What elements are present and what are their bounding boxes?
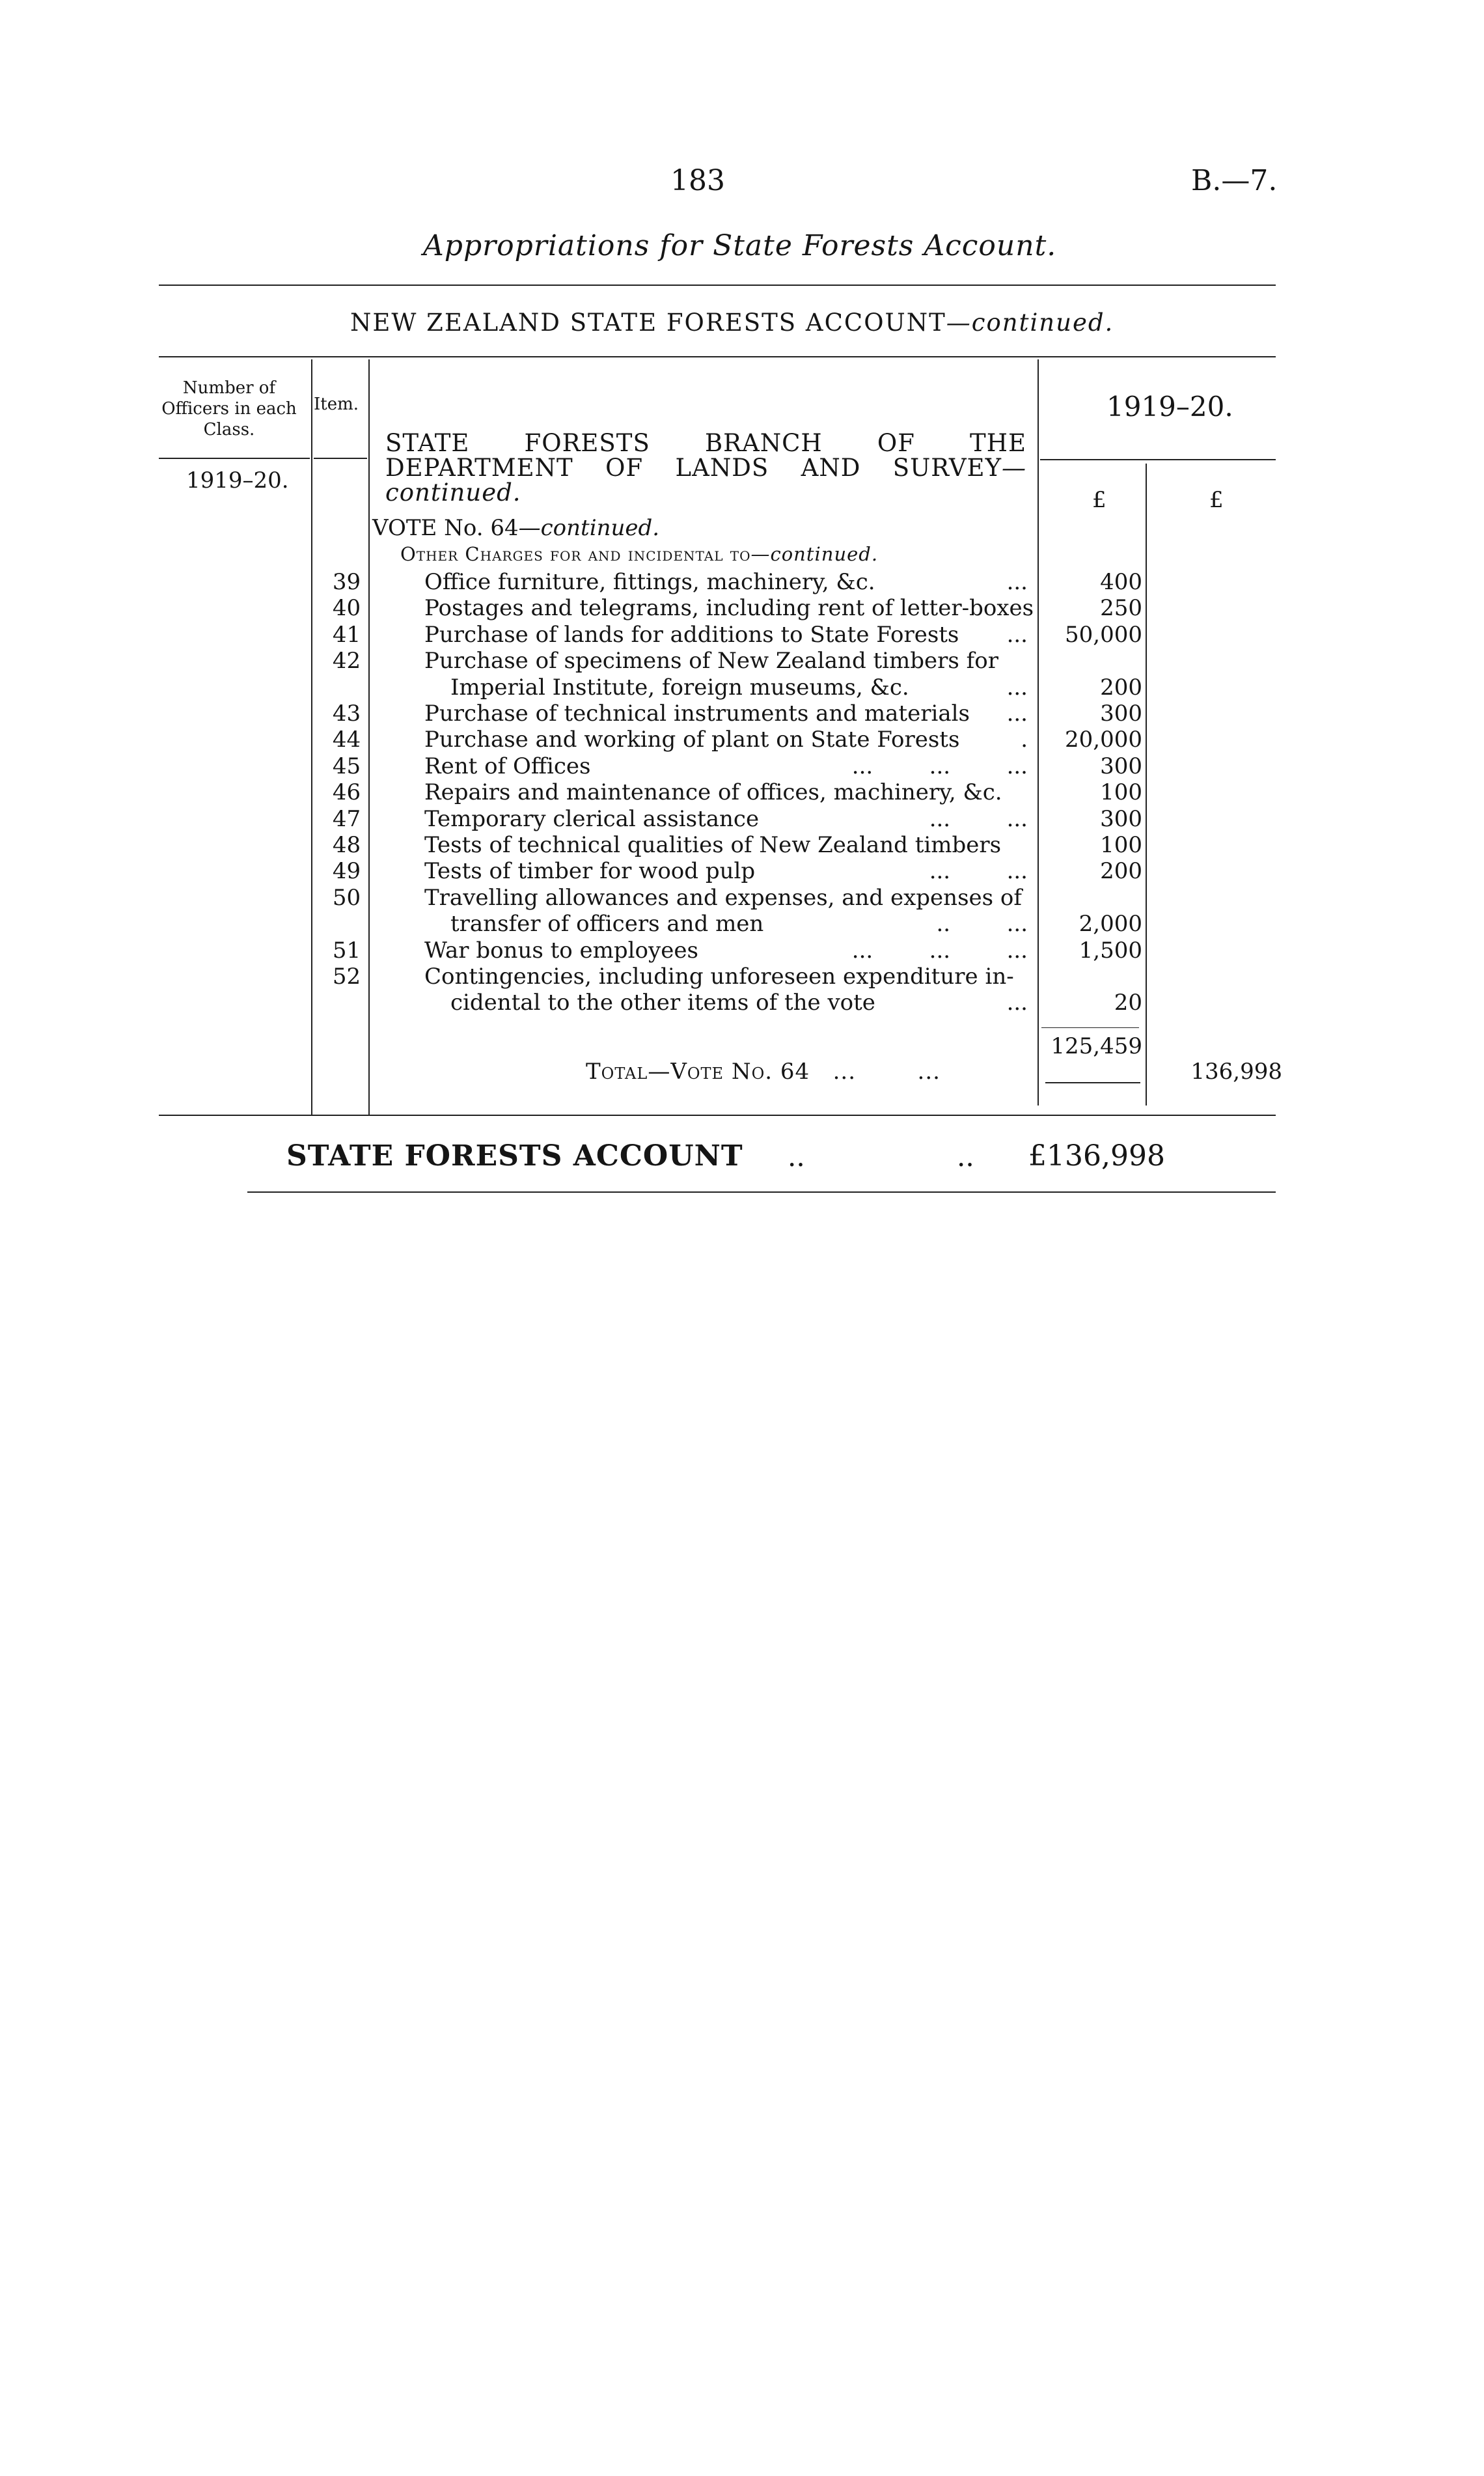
vote-total-amount: 136,998 [1190,1059,1282,1085]
item-description [424,727,1033,753]
item-description [424,753,1033,779]
header-rule [159,285,1276,286]
item-leader-dots: ... [1006,990,1028,1016]
item-description-text: Postages and telegrams, including rent of letter-boxes [424,595,1034,622]
item-description [450,675,1033,701]
item-amount: 250 [1100,595,1142,622]
item-number: 43 [332,701,361,727]
item-number: 44 [332,727,361,753]
item-amount: 400 [1100,569,1142,595]
item-column-header: Item. [314,395,359,414]
table-row [0,806,1484,832]
item-description-text: Contingencies, including unforeseen expenditure in- [424,964,1014,990]
item-number: 52 [332,964,361,990]
item-description-text: Travelling allowances and expenses, and expenses of [424,884,1022,911]
table-row [0,569,1484,595]
item-amount: 200 [1100,674,1142,701]
item-description-text: War bonus to employees [424,937,698,964]
currency-symbol-subtotal: £ [1092,487,1106,513]
charges-heading-suffix: —continued. [750,543,879,565]
item-leader-dots: ... ... [929,805,1028,832]
table-row [0,701,1484,727]
item-amount: 100 [1100,832,1142,858]
item-description-text: Temporary clerical assistance [424,805,760,832]
item-description [424,779,1033,805]
item-number: 49 [332,858,361,885]
item-amount: 300 [1100,701,1142,727]
item-description-text: Repairs and maintenance of offices, machinery, &c. [424,779,1002,806]
branch-title-suffix: —continued. [385,454,1026,507]
table-bottom-rule [159,1115,1276,1116]
account-total-label: STATE FORESTS ACCOUNT [286,1139,743,1173]
table-row [0,675,1484,701]
item-number: 50 [332,884,361,911]
item-description-text: cidental to the other items of the vote [450,990,875,1016]
item-description [424,832,1033,858]
item-leader-dots: ... [1006,674,1028,701]
item-description [424,806,1033,832]
item-number: 45 [332,753,361,779]
vote-heading-suffix: —continued. [518,515,660,541]
section-title [350,309,1114,337]
item-description [424,858,1033,884]
item-number: 51 [332,937,361,964]
officers-year: 1919–20. [186,467,289,494]
page-number: 183 [670,164,725,197]
item-leader-dots: ... [1006,701,1028,727]
item-description-text: Purchase of technical instruments and materials [424,701,970,727]
table-row [0,885,1484,911]
item-description-text: Imperial Institute, foreign museums, &c. [450,674,909,701]
item-amount: 50,000 [1065,621,1142,648]
item-description [450,990,1033,1016]
table-row [0,832,1484,858]
section-title-suffix: —continued. [946,309,1114,337]
document-reference: B.—7. [1191,164,1278,197]
account-total-leader-2: .. [957,1141,974,1173]
account-total-amount: £136,998 [1028,1139,1165,1173]
item-description [424,648,1033,674]
item-description [424,964,1033,990]
item-description [424,701,1033,727]
subtotal-amount: 125,459 [1051,1033,1142,1059]
item-leader-dots: ... [1006,569,1028,595]
table-row [0,858,1484,884]
item-number: 48 [332,832,361,858]
item-description-text: Tests of technical qualities of New Zealand timbers [424,832,1002,858]
table-top-rule [159,356,1276,357]
item-amount: 100 [1100,779,1142,806]
item-amount: 20,000 [1065,727,1142,753]
item-description-text: Purchase of lands for additions to State Forests [424,621,959,648]
item-number: 40 [332,595,361,622]
item-description-text: Purchase and working of plant on State Forests [424,727,960,753]
table-row [0,964,1484,990]
item-description [450,911,1033,937]
vote-heading [372,515,659,541]
branch-title [385,431,1026,505]
item-leader-dots: ... ... ... [851,937,1028,964]
item-description-text: Tests of timber for wood pulp [424,858,756,885]
item-leader-dots: .. ... [936,911,1028,938]
item-amount: 20 [1114,990,1142,1016]
table-row [0,779,1484,805]
item-leader-dots: ... ... ... [851,753,1028,779]
item-description-text: Rent of Offices [424,753,591,779]
item-description [424,622,1033,648]
item-leader-dots: . [1021,727,1028,753]
item-description [424,885,1033,911]
vote-heading-text: VOTE No. 64 [372,515,519,541]
item-amount: 2,000 [1079,911,1142,938]
item-amount: 200 [1100,858,1142,885]
charges-heading-text: Other Charges for and incidental to [400,543,751,565]
item-description [424,938,1033,964]
item-description-text: transfer of officers and men [450,911,764,938]
year-column-header: 1919–20. [1106,391,1233,423]
table-row [0,990,1484,1016]
total-rule [1045,1082,1140,1083]
vote-total-dots: ... ... [832,1059,941,1085]
item-number: 47 [332,805,361,832]
account-total-leader-1: .. [788,1141,805,1173]
officers-column-header: Number of Officers in each Class. [161,378,297,439]
item-description [424,569,1033,595]
item-amount: 1,500 [1079,937,1142,964]
charges-heading [400,543,878,565]
item-amount: 300 [1100,753,1142,779]
table-row [0,595,1484,621]
item-number: 39 [332,569,361,595]
item-description-text: Purchase of specimens of New Zealand timbers for [424,648,998,675]
item-leader-dots: ... ... [929,858,1028,885]
currency-symbol-total: £ [1209,487,1224,513]
item-leader-dots: ... [1006,621,1028,648]
table-row [0,938,1484,964]
table-row [0,622,1484,648]
item-number: 46 [332,779,361,806]
footer-rule [247,1191,1276,1193]
table-row [0,753,1484,779]
year-header-rule [1040,459,1276,460]
item-description [424,595,1033,621]
officers-header-rule [159,458,310,459]
item-amount: 300 [1100,805,1142,832]
table-row [0,911,1484,937]
table-row [0,727,1484,753]
item-number: 41 [332,621,361,648]
subtotal-rule [1041,1027,1139,1028]
vote-total-label-text: Total—Vote No. 64 [586,1059,810,1085]
section-title-text: NEW ZEALAND STATE FORESTS ACCOUNT [350,309,946,337]
item-number: 42 [332,648,361,675]
branch-title-text: STATE FORESTS BRANCH OF THE DEPARTMENT OF LANDS AND SURVEY [385,429,1026,482]
item-header-rule [314,458,367,459]
table-row [0,648,1484,674]
running-title: Appropriations for State Forests Account. [423,229,1057,262]
item-description-text: Office furniture, fittings, machinery, &c. [424,569,875,595]
vote-total-label [586,1059,941,1085]
